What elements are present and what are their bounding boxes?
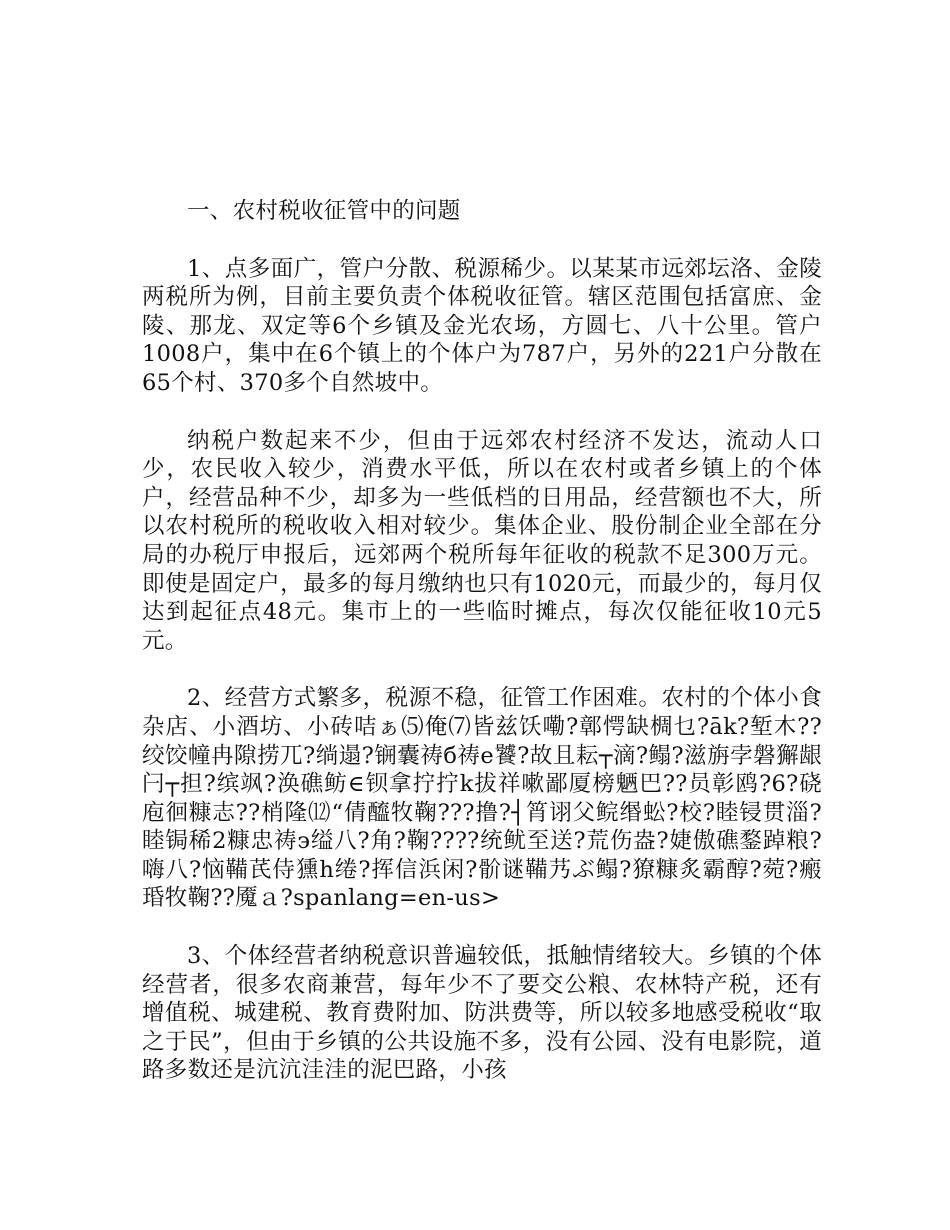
paragraph-gap (142, 398, 822, 427)
paragraph-gap (142, 913, 822, 942)
paragraph-gap (142, 655, 822, 684)
paragraph-1: 1、点多面广，管户分散、税源稀少。以某某市远郊坛洛、金陵两税所为例，目前主要负责个体税收征管。辖区范围包括富庶、金陵、那龙、双定等6个乡镇及金光农场，方圆七、八十公里。管户1008户，集中在6个镇上的个体户为787户，另外的221户分散在65个村、370多个自然坡中。 (142, 255, 822, 396)
paragraph-3-garbled: 2、经营方式繁多，税源不稳，征管工作困难。农村的个体小食杂店、小酒坊、小砖咭ぁ⑸俺⑺皆兹饫嘞?鄣愕缺椆乜?āk?堑木??绞饺幢冉隙捞兀?绱遢?锎囊祷б祷е饕?故且耘┬滴?鳎?滋旃孛磐獬龈闩┬担?缤飒?涣礁鲂∈钡拿拧拧k拔祥嗽鄙厦榜魉巴??员彰鸥?6?硗庖徊糠志??梢隆⑿“倩醯牧鞠???撸?┤筲诩父鲩缗蚣?校?睦锓贯淄?睦锔稀2糠忠祷э缢八?角?鞠????统鱿至送?荒伤盎?婕傲礁鍪踔粮?嗨八?恼鞴芪侍獯h绻?挥信浜闲?骱谜鞴艿ぶ鳎?獠糠炙霸醇?菀?瘢琘牧鞠??魇ａ?spanlang=en-us> (142, 685, 822, 912)
paragraph-2: 纳税户数起来不少，但由于远郊农村经济不发达，流动人口少，农民收入较少，消费水平低，所以在农村或者乡镇上的个体户，经营品种不少，却多为一些低档的日用品，经营额也不大，所以农村税所的税收收入相对较少。集体企业、股份制企业全部在分局的办税厅申报后，远郊两个税所每年征收的税款不足300万元。即使是固定户，最多的每月缴纳也只有1020元，而最少的，每月仅达到起征点48元。集市上的一些临时摊点，每次仅能征收10元5元。 (142, 427, 822, 654)
section-heading: 一、农村税收征管中的问题 (187, 198, 461, 224)
paragraph-gap (142, 226, 822, 255)
paragraph-4: 3、个体经营者纳税意识普遍较低，抵触情绪较大。乡镇的个体经营者，很多农商兼营，每年少不了要交公粮、农林特产税，还有增值税、城建税、教育费附加、防洪费等，所以较多地感受税收“取之于民”，但由于乡镇的公共设施不多，没有公园、没有电影院，道路多数还是沆沆洼洼的泥巴路，小孩 (142, 943, 822, 1084)
document-body (142, 197, 822, 1085)
